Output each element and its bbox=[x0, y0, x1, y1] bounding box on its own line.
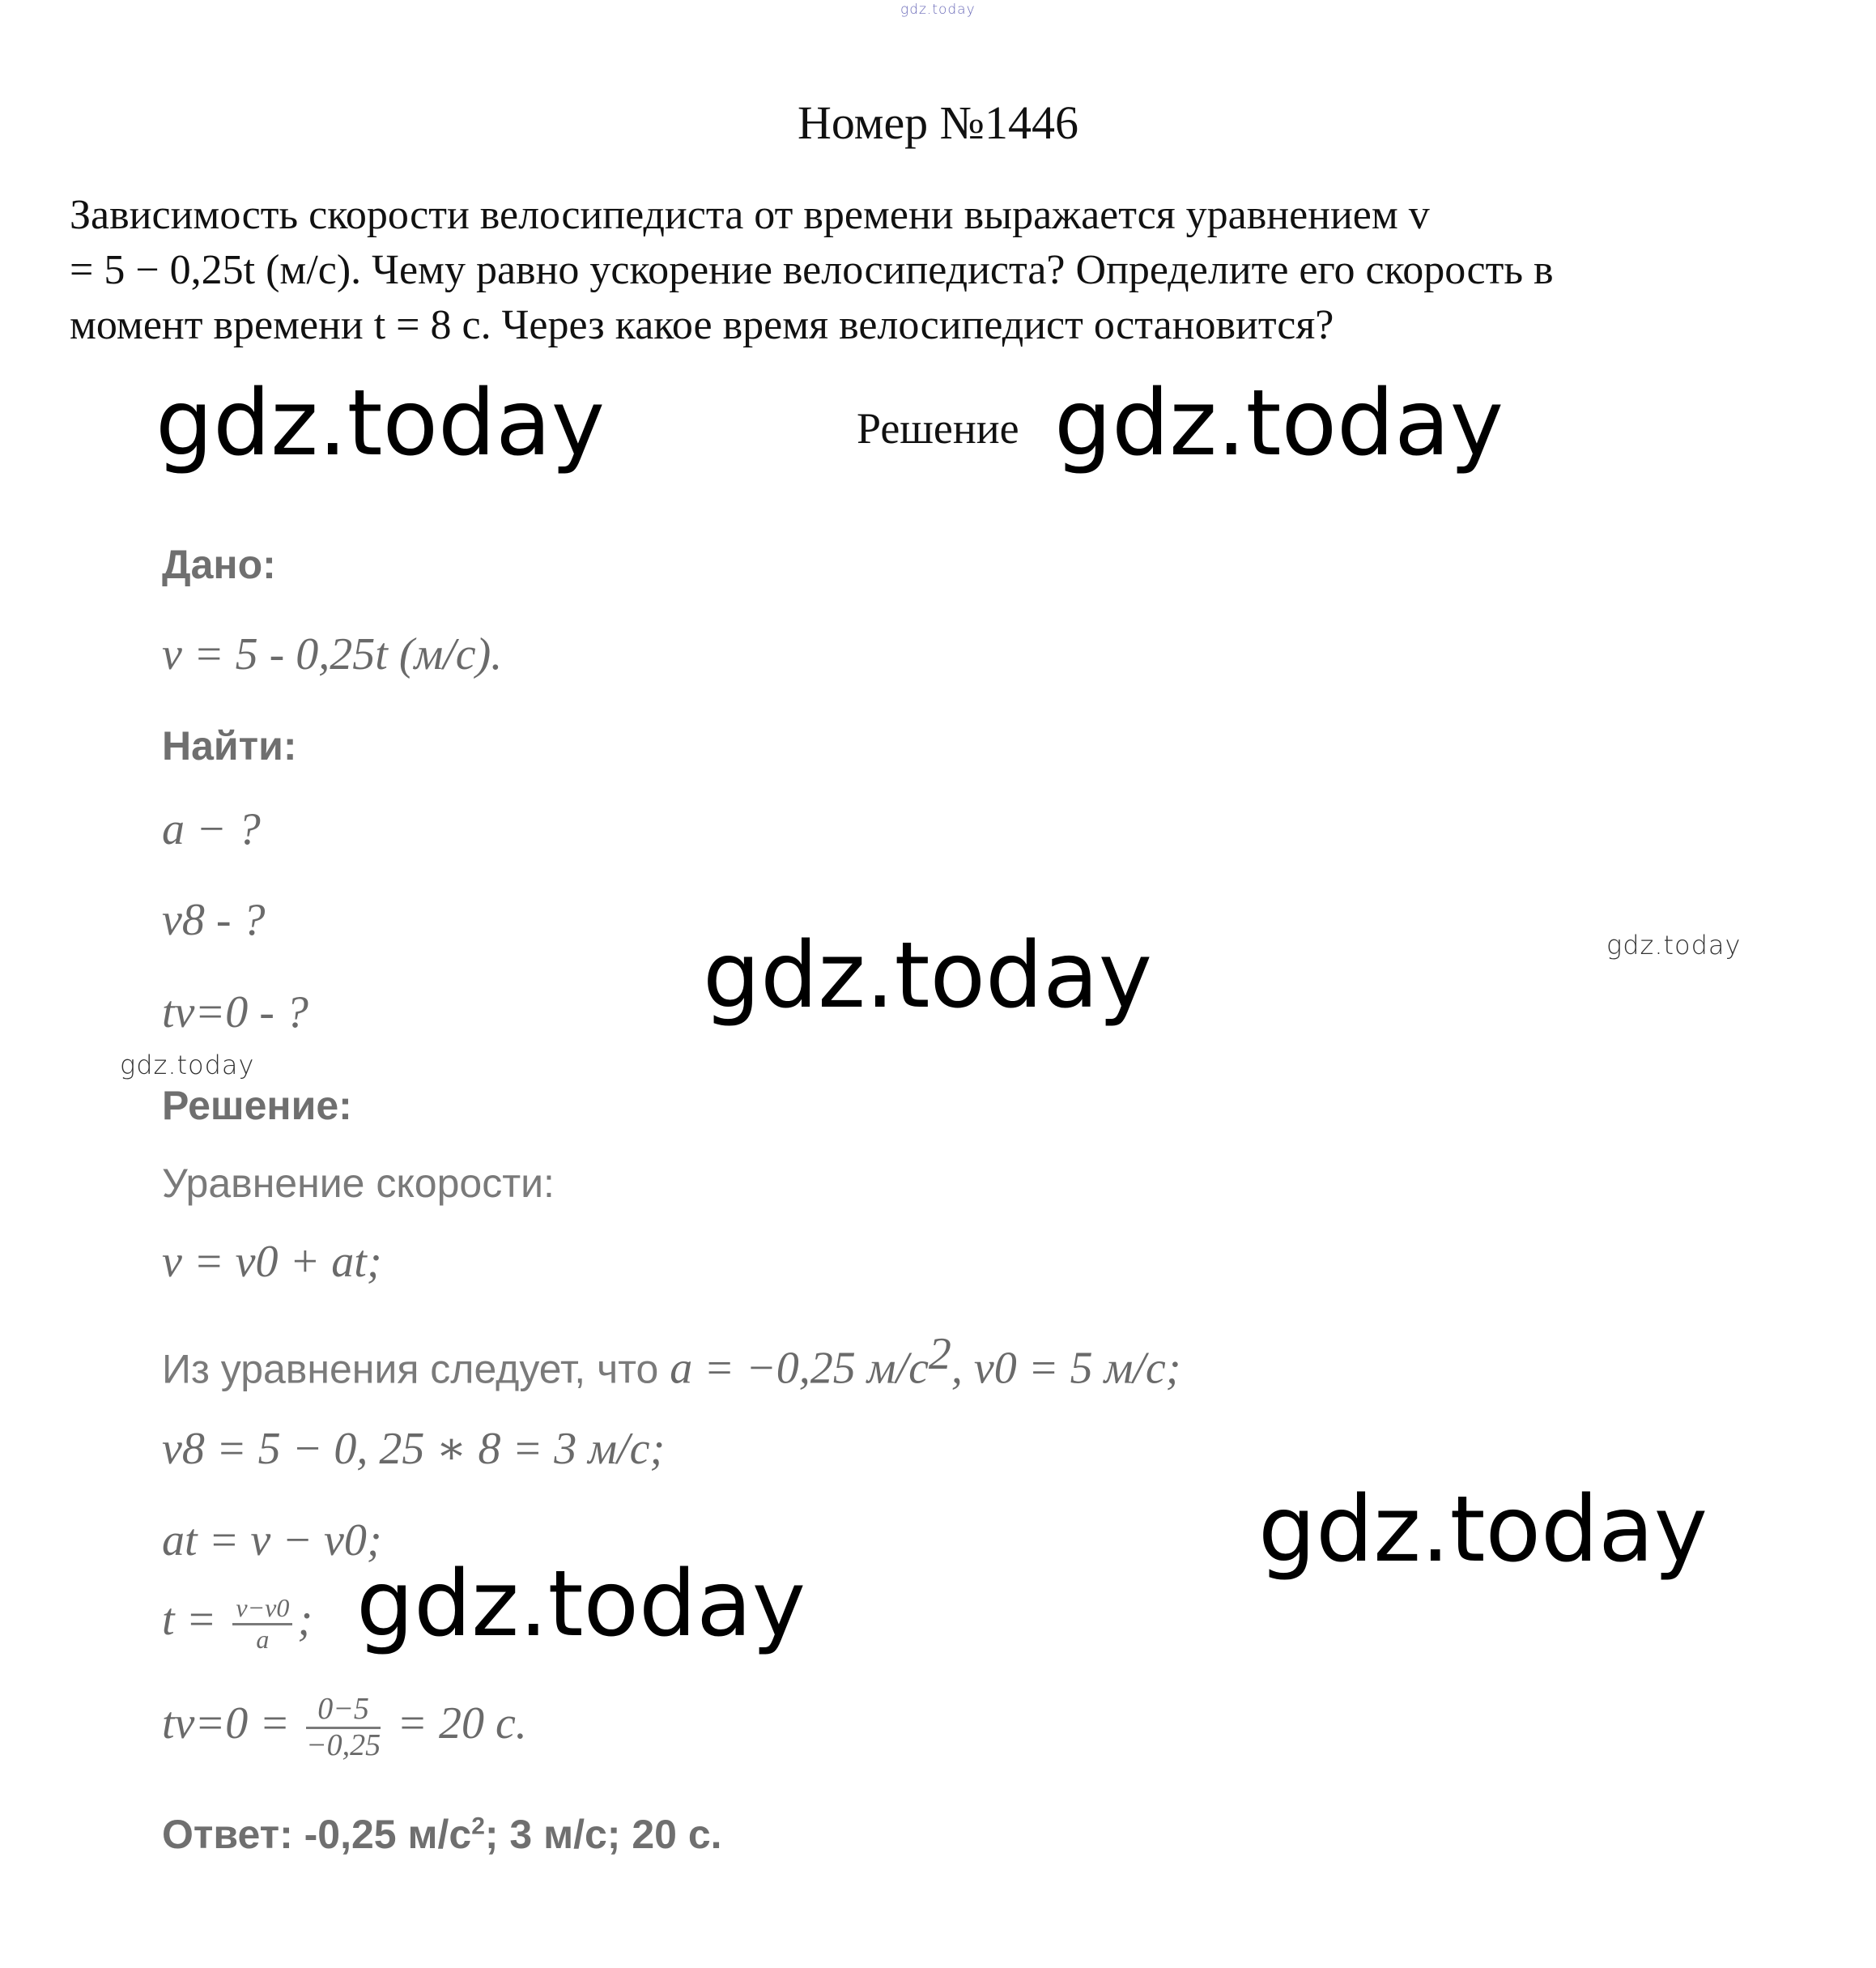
find-label: Найти: bbox=[162, 723, 297, 769]
t-fraction-numerator: v−v0 bbox=[232, 1594, 292, 1625]
watermark-small-right: gdz.today bbox=[1606, 930, 1742, 961]
t-fraction bbox=[232, 1594, 292, 1653]
tv0-denominator: −0,25 bbox=[306, 1727, 381, 1762]
watermark-small-left: gdz.today bbox=[120, 1050, 255, 1080]
answer-text: Ответ: -0,25 м/с bbox=[162, 1812, 472, 1857]
from-equation-a: a = −0,25 м/с bbox=[670, 1343, 929, 1394]
watermark-5: gdz.today bbox=[356, 1552, 806, 1657]
at-equation: at = v − v0; bbox=[162, 1515, 382, 1565]
watermark-4: gdz.today bbox=[1258, 1477, 1708, 1582]
find-stop-time: tv=0 - ? bbox=[162, 987, 308, 1037]
watermark-2: gdz.today bbox=[1054, 371, 1504, 476]
tv0-equation bbox=[162, 1693, 527, 1763]
t-equation-left: t = bbox=[162, 1595, 217, 1645]
problem-line-3: момент времени t = 8 с. Через какое время велосипедист остановится? bbox=[70, 302, 1334, 348]
tv0-fraction bbox=[306, 1693, 381, 1763]
tv0-right: = 20 с. bbox=[397, 1698, 527, 1749]
problem-statement bbox=[70, 188, 1810, 353]
t-equation: t = $\frac{v-v0}{a}$ ; bbox=[162, 1593, 313, 1654]
v8-equation: v8 = 5 − 0, 25 ∗ 8 = 3 м/с; bbox=[162, 1424, 666, 1474]
from-equation-line bbox=[162, 1328, 1180, 1395]
answer-rest: ; 3 м/с; 20 с. bbox=[484, 1812, 722, 1857]
watermark-3: gdz.today bbox=[703, 923, 1153, 1029]
answer-exponent: 2 bbox=[471, 1813, 485, 1840]
given-equation: v = 5 - 0,25t (м/с). bbox=[162, 629, 503, 679]
answer-line bbox=[162, 1811, 722, 1858]
velocity-equation-label: Уравнение скорости: bbox=[162, 1161, 555, 1206]
from-equation-v0: , v0 = 5 м/с; bbox=[951, 1343, 1181, 1394]
watermark-1: gdz.today bbox=[155, 371, 606, 476]
problem-line-1: Зависимость скорости велосипедиста от времени выражается уравнением v bbox=[70, 192, 1430, 238]
t-fraction-denominator: a bbox=[256, 1624, 270, 1654]
tv0-numerator: 0−5 bbox=[306, 1693, 381, 1729]
from-equation-exponent: 2 bbox=[928, 1329, 951, 1379]
find-acceleration: a − ? bbox=[162, 804, 261, 854]
page-title: Номер №1446 bbox=[797, 96, 1079, 149]
from-equation-text: Из уравнения следует, что bbox=[162, 1346, 659, 1392]
velocity-equation: v = v0 + at; bbox=[162, 1237, 382, 1287]
given-label: Дано: bbox=[162, 542, 276, 587]
solution-heading: Решение bbox=[857, 404, 1019, 453]
problem-line-2: = 5 − 0,25t (м/с). Чему равно ускорение велосипедиста? Определите его скорость в bbox=[70, 247, 1554, 293]
solution-label: Решение: bbox=[162, 1083, 352, 1128]
tv0-left: tv=0 = bbox=[162, 1698, 290, 1749]
watermark-top: gdz.today bbox=[900, 2, 976, 18]
find-v8: v8 - ? bbox=[162, 895, 266, 945]
